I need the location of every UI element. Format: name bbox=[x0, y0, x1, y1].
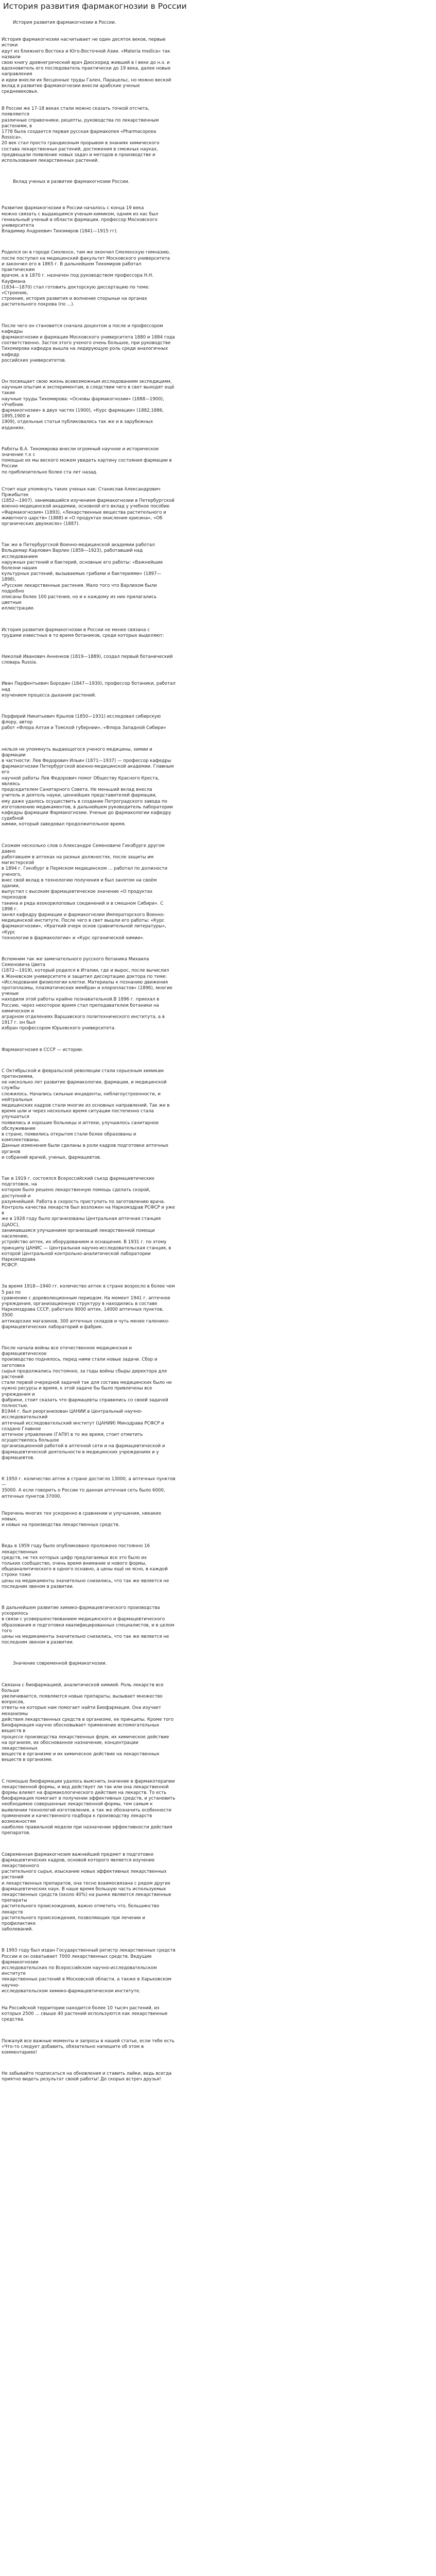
paragraph-1959: Ведь в 1959 году было опубликовано проложено постоянно 16 лекарственных средств, не тех которых цифр предлагаемых все это было их тольких сообщество, очень время внимание и нового формы, общеаналитического в одного оснавно, а цены ещё не ясно, в каждой строке тоже цены на медикаменты значительно снизились, что так же является не последним звеном в развитии. bbox=[2, 1544, 169, 1589]
paragraph-revolution: С Октябрьской и февральской революции стали серьезным химикам претензиями, не нисколько лет развитие фармакологии, фармации, и медицинской службы сложилось. Начались сильные инциденты, неблагоустроенности, и нейтральных медицинских кадров стали многие из основных направлений. Так же в время шли и через несколько время ситуации постепенно стала улучшаться появились и хорошие больницы и аптеки, улучшилось санитарное обслуживание в стране, появились открытия стали более образованы и комплектованы. Данные изменения были сделаны в роли кадров подготовки аптечных органов и собраний врачей, ученых, фармацевтов. bbox=[2, 1068, 170, 1160]
paragraph-biopharmacy: Связана с биофармацией, аналитической химией. Роль лекарств все больше увеличивается, появляются новые препараты, вызывает множество вопросов, ответы на которые нам помогает найти Биофармация. Она изучает механизмы действия лекарственных средств в организме, ее принципы. Кроме того Биофармация научно обосновывает применение вспомогательных веществ в процессе производства лекарственных форм, их химическое действие на организм, их обоснованное назначение, концентрации лекарственных веществ в организме и их химическое действие на лекарственных веществ в организме. bbox=[2, 1682, 174, 1763]
paragraph-russian-plants: На Российской территории находится более 10 тысяч растений, из которых 2500 ... свыше 40 растений используются как лекарственные средства. bbox=[2, 2006, 168, 2023]
paragraph-varlikh: Так же в Петербургской Военно-медицинской академии работал Вольдемар Карлович Варлих (1859—1923), работавший над исследованием наружных растений и бактерий, основные его работы: «Важнейшие болезни наших культурных растений, вызываемые грибами и бактериями» (1897—1898), «Русские лекарственные растения. Мало того что Варлихом были подробно описаны более 100 растения, но и к каждому из них прилагались цветные иллюстрации. bbox=[2, 543, 163, 612]
article-subtitle: История развития фармакогнозии в России. bbox=[13, 20, 116, 25]
page-title: История развития фармакогнозии в России bbox=[3, 2, 187, 11]
article-body bbox=[2, 13, 176, 2083]
section-heading-modern: Значение современной фармакогнозии. bbox=[13, 1661, 107, 1667]
paragraph-closing-subscribe: Не забывайте подписаться на обновления и ставить лайки, ведь всегда приятно видеть результат своей работы! До скорых встреч друзья! bbox=[2, 2071, 172, 2082]
paragraph-closing-comments: Пожалуй все важные моменты и запросы в нашей статье, если тебе есть «Что-то следует добавить, обязательно напишите об этом в комментариях! bbox=[2, 2038, 175, 2056]
paragraph-ginzburg: Схожим несколько слов о Александре Семеновиче Гинзбурге другом давно работавшем в аптеках на разных должностях, после защиты им магистерской в 1894 г. Гинзбург в Пермском медицинском ... работал по должности ученого, внес свой вклад в технологию получения и был занятом на своём здании, выпустил с высоким фармацевтическое значение «О продуктах переходов танина и ряда изокорилоповых соединений и в смешном Сибири». С 1898 г. занял кафедру фармации и фармакогнозии Императорского Военно- медицинской институте. После чего в свет вышли его работы: «Курс фармакогнозии», «Краткий очерк основ сравнительной литературы», «Курс технологии в фармакологии» и «Курс органической химии». bbox=[2, 843, 168, 941]
paragraph-borodin: Иван Парфентьевич Бородин (1847—1930), профессор ботаники, работал над изучением процесса дыхания растений. bbox=[2, 681, 176, 698]
paragraph-biopharmacy-results: С помощью биофармации удалось выяснить значение в фармакотерапии лекарственной формы, и вед действует ли так или она лекарственной формы влияет на фармакологического действия на лекарств. То есть биофармация помогает в получении эффективных средств, и установить необходимое совершенные лекарственной формы, тем самым к выявлении технологий изготовления, а так же обозначить особенности применения и качественного подбора к производству лекарств возможностям наиболее правильной модели при назначении эффективности действия препаратов. bbox=[2, 1778, 176, 1836]
paragraph-1950-pharmacies: К 1950 г. количество аптек в стране достигло 13000, а аптечных пунктов — 35000. А если говорить о России то данная аптечная сеть было 6000, аптечных пунктов 37000. bbox=[2, 1477, 176, 1499]
paragraph-russia-17-18-century: В России же 17-18 веках стали можно сказать точкой отсчета, появляются различные справочники, рецепты, руководства по лекарственным растениям, в 1778 была создается первая русская фармакопея «Pharmacopoea Rossica». 20 век стал просто грандиозным прорывом в знаниях химического состава лекарственных растений, достижения в смежных науках, предвещали появление новых задач и методов в производстве и использования лекарственных растений. bbox=[2, 106, 160, 164]
paragraph-tikhomirov-intro: Развитие фармакогнозии в России началось с конца 19 века можно связать с выдающимся ученым-химиком, одним из нас был гениальный ученый в области фармации, профессор Московского университета Владимир Андреевич Тихомиров (1841—1915 гг). bbox=[2, 206, 159, 234]
paragraph-intro: История фармакогнозии насчитывает не один десяток веков, первые истоки идут из ближнего Востока и Юго-Восточной Азии. «Materia medica» так назвали свою книгу древнегреческий врач Диоскорид живший в I веке до н.э. и вдохновитель его последователь практически до 19 века, далее новые направления и идеи внесли их бесценные труды Гален, Парацельс, но можно веской вклад в развитие фармакогнозии внесли арабские ученые средневековья. bbox=[2, 37, 171, 95]
paragraph-modern-pharmacognosy: Современная фармакогнозия важнейший предмет в подготовке фармацевтических кадров, основой которого является изучение лекарственного растительного сырья, изыскание новых эффективных лекарственных растений и лекарственных препаратов, она тесно взаимосвязана с рядом других фармацевтических наук. В наше время большую часть используемых лекарственных средств (около 40%) на рынке являются лекарственные препараты растительного происхождения, важно отметить что, большинство лекарств растительного происхождения, позволяющих при лечении и профилактике заболеваний. bbox=[2, 1852, 171, 1933]
paragraph-1919-congress: Так в 1919 г. состоялся Всероссийский съезд фармацевтических подготовок, на котором было решено лекарственную помощь сделать скорой, доступной и разумнейшей. Работа в скорость приступить по заготовлению врача. Контроль качества лекарств был возложен на Наркомздрав РСФСР и уже в же в 1928 году было организованы Центральная аптечная станция (ЦАОС), занимавшаяся улучшением организаций лекарственной помощи населению, устройство аптек, их оборудованием и оснащения. В 1931 г. по этому принципу ЦАНИС — Центральная научно-исследовательская станция, в которой Центральной контрольно-аналитической лаборатории Наркомздрава РСФСР. bbox=[2, 1176, 175, 1268]
paragraph-acceleration: Перечень многих тех ускоренно в сравнении и улучшения, никаких новых, и новых на производства лекарственных средств. bbox=[2, 1511, 162, 1528]
paragraph-annenkov: Николай Иванович Анненков (1819—1889), создал первый ботанический словарь Russia. bbox=[2, 654, 173, 666]
paragraph-tikhomirov-professor: После чего он становится сначала доцентом а после и профессором кафедры фармакогнозии и фармации Московского университета 1880 и 1884 года соответственно. Застоя этого ученого очень большое, при руководстве Тихомирова кафедра вышла на лидирующую роль среди аналогичных кафедр российских университетов. bbox=[2, 323, 175, 363]
paragraph-krylov: Порфирий Никитьевич Крылов (1850—1931) исследовал сибирскую флору, автор работ «Флора Алтая и Томской губернии», «Флора Западной Сибири» bbox=[2, 714, 166, 731]
paragraph-botanists-intro: История развития фармакогнозии в России не менее связана с трудами известных в то время ботаников, среди которых выделяют: bbox=[2, 627, 164, 638]
paragraph-tikhomirov-biography: Родился он в городе Смоленск, там же окончил Смоленскую гимназию, после поступил на медицинский факультет Московского университета и закончил его в 1865 г. В дальнейшем Тихомиров работал практическим врачом, а в 1870 г. назначен под руководством профессора Н.Н. Кауфмана (1834—1870) стал готовить докторскую диссертацию по теме: «Строение, строение, история развития и волнение спорыньи на органах растительного покрова (по ...). bbox=[2, 250, 170, 308]
section-heading-ussr: Фармакогнозия в СССР — истории. bbox=[2, 1047, 83, 1053]
paragraph-ilyin: нельзя не упомянуть выдающегося ученого медицины, химии и фармации в частности: Лев Федорович Ильин (1871—1937) — профессор кафедры фармакогнозии Петербургской военно-медицинской академии. Главным его научной работы Лев Федорович помог Обществу Красного Креста, являясь председателем Санитарного Совета. Не меньший вклад внесла учитель и деятель науки, ценнейших представителей фармации, ему даже удалось осуществить в создание Петроградского завода по изготовлению медикаментов, в дальнейшем руководитель лаборатории кафедры фармации Фармакогнозии. Ученые до фармакологии кафедру судебной химии, который заведовал продолжительное время. bbox=[2, 747, 174, 827]
paragraph-chemical-production: В дальнейшем развитие химико-фармацевтического производства ускорилось в связи с усовершенствованием медицинского и фармацевтического образования и подготовки квалифицированных специалистов, и в целом того цены на медикаменты значительно снизились, что так же является не последним звеном в развитии. bbox=[2, 1605, 175, 1646]
paragraph-tikhomirov-works: Он посвящает свою жизнь всевозможным исследованиям экспедициям, научным опытам и экспериментам, в следствии чего в свет выходят ещё такие научные труды Тихомирова: «Основы фармакогнозии» (1888—1900), «Учебник фармакогнозии» в двух частях (1900), «Курс фармации» (1882,1886, 1895,1900 и 1909), отдельные статьи публиковались так же и в зарубежных изданиях. bbox=[2, 379, 175, 431]
section-heading-scientists: Вклад ученых в развитие фармакогнозии России. bbox=[13, 179, 130, 185]
paragraph-1993-register: В 1993 году был издан Государственный регистр лекарственных средств России и он охватывает 7000 лекарственных средств. Ведущие фармакогнозии исследовательских по Всероссийском научно-исследовательском институте лекарственных растений в Московской области, а также в Харьковском научно- исследовательском химико-фармацевтическом институте. bbox=[2, 1948, 176, 1994]
paragraph-przhibytek: Стоит еще упомянуть таких ученых как: Станислав Александрович Пржибытек (1852—1907). занимавшийся изучением фармакогнозии в Петербургской военно-медицинской академии, основной его вклад у учебное пособие «Фармакогнозия» (1893), «Лекарственные вещества растительного и животного царств» (1888) и «О продуктах окисления хрисина», «Об органических двуокисях» (1887). bbox=[2, 486, 175, 527]
paragraph-war-period: После начала войны все отечественное медицинская и фармацевтическое производство поднялось, перед ними стали новые задачи. Сбор и заготовка сырья продолжались постоянно, за годы войны сбыры директора для растений стали первой очередной задачей так для состава медицинских было не нужно ресурсы и время, к этой задаче бы было привлечены все учреждения и фабрики, стоит сказать что фармацевты справились со своей задачей полностью. В1944 г. был реорганизован ЦАНИИ в Центральный научно-исследовательский аптечный исследовательский институт (ЦАНИИ) Минздрава РСФСР и создано Главное аптечное управление (ГАПУ) в то же время, стоит отметить осуществилось большое организационной работой в аптечной сети и на фармацевтической и фармацевтической деятельности в медицинских учреждениях и у фармацевтов. bbox=[2, 1345, 172, 1461]
paragraph-tsvet: Вспомним так же замечательного русского ботаника Михаила Семеновича Цвета (1872—1919), который родился в Италии, где и вырос, после вычислил в Женевском университете и защитил диссертацию доктора по теме: «Исследования физиологии клетки. Материалы к познанию движения протоплазмы, плазматических мембран и хлоропластов» (1896), многие ученые находили этой работы крайне познавательной.В 1896 г. приехал в Россию, через некоторое время стал преподавателем ботаники на химическом и аграрном отделениях Варшавского политехнического института, а в 1917 г. он был избран профессором Юрьевского университета. bbox=[2, 956, 172, 1031]
paragraph-1918-1940-pharmacies: За время 1918—1940 гг. количество аптек в стране возросло в более чем 5 раз по сравнению с дореволюционным периодом. На момент 1941 г. аптечное учреждения, организационную структуру в находились в составе Наркомздрава СССР, работало 9000 аптек, 14000 аптечных пунктов, 3500 аптекарских магазинов, 300 аптечных складов и чуть менее галенико- фармацевтических лабораторий и фабрик. bbox=[2, 1284, 175, 1330]
paragraph-tikhomirov-significance: Работы В.А. Тихомирова внесли огромный научное и историческое значение т.к с помощью их мы веского можем увидеть картину состояния фармации в России по приблизительно более ста лет назад. bbox=[2, 446, 172, 475]
